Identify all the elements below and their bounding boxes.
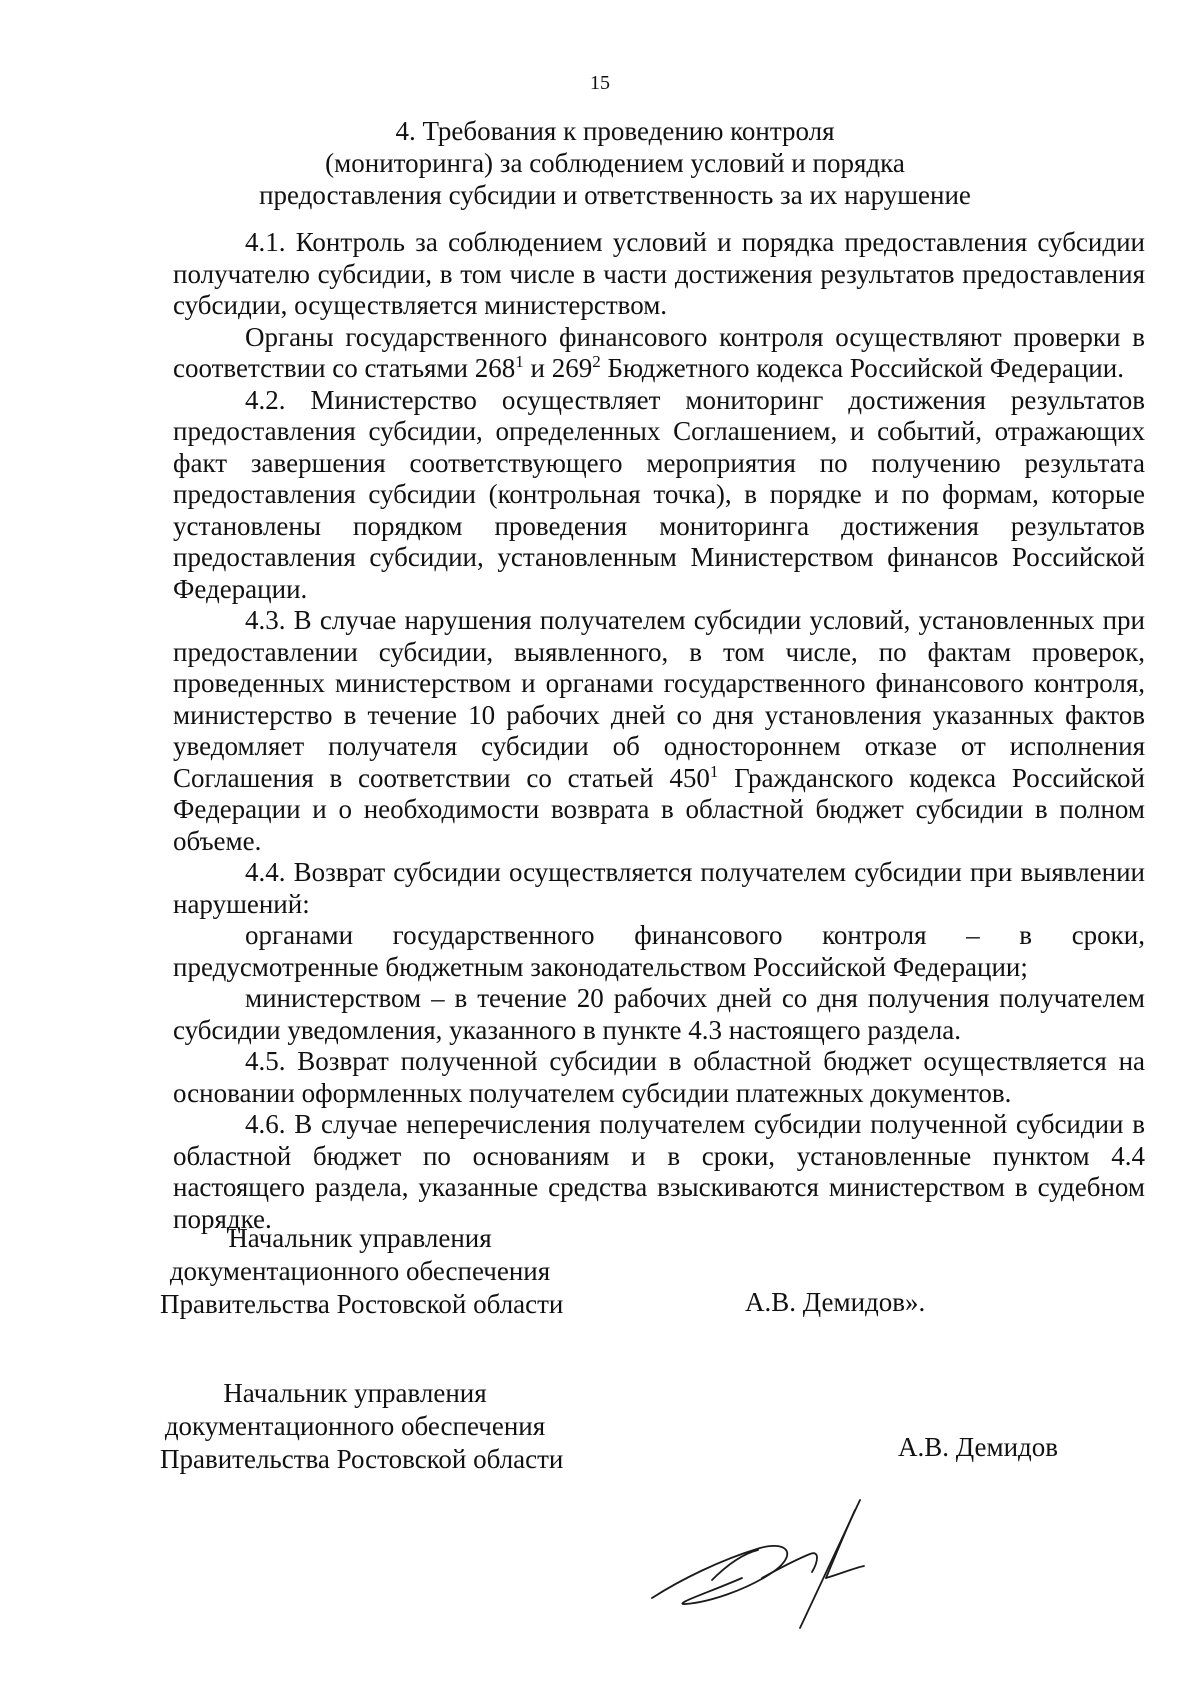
signature-title-line: Правительства Ростовской области (160, 1289, 564, 1319)
superscript: 2 (592, 352, 601, 371)
paragraph-4-2: 4.2. Министерство осуществляет мониторинг достижения результатов предоставления субсидии, определенных Соглашением, и событий, отражающих факт завершения соответствующего мероприятия по получению результата предоставления субсидии (контрольная точка), в порядке и по формам, которые установлены порядком проведения мониторинга достижения результатов предоставления субсидии, установленным Министерством финансов Российской Федерации. (173, 384, 1145, 604)
section-heading (180, 115, 1050, 211)
paragraph-financial-control: органами государственного финансового контроля – в сроки, предусмотренные бюджетным законодательством Российской Федерации; (173, 920, 1145, 982)
heading-line-2: (мониторинга) за соблюдением условий и порядка (325, 148, 905, 178)
signatory-name-1: А.В. Демидов». (745, 1287, 926, 1317)
signature-block-2-title (160, 1377, 564, 1476)
paragraph-text: Органы государственного финансового контроля осуществляют проверки в соответствии со статьями 268 (173, 321, 1145, 383)
signature-title-line: Правительства Ростовской области (160, 1444, 564, 1474)
signatory-name-2: А.В. Демидов (898, 1432, 1059, 1462)
heading-line-3: предоставления субсидии и ответственность за их нарушение (259, 180, 971, 210)
signature-title-line: документационного обеспечения (164, 1411, 546, 1441)
paragraph-text: Гражданского кодекса Российской Федерации и о необходимости возврата в областной бюджет субсидии в полном объеме. (173, 762, 1145, 856)
paragraph-4-1: 4.1. Контроль за соблюдением условий и порядка предоставления субсидии получателю субсидии, в том числе в части достижения результатов предоставления субсидии, осуществляется министерством. (173, 227, 1145, 320)
paragraph-4-4: 4.4. Возврат субсидии осуществляется получателем субсидии при выявлении нарушений: (173, 857, 1145, 919)
paragraph-4-6: 4.6. В случае неперечисления получателем субсидии полученной субсидии в областной бюджет по основаниям и в сроки, установленные пунктом 4.4 настоящего раздела, указанные средства взыскиваются министерством в судебном порядке. (173, 1109, 1145, 1234)
paragraph-text: Бюджетного кодекса Российской Федерации. (600, 353, 1124, 383)
document-body (173, 227, 1145, 1235)
signature-title-line: документационного обеспечения (169, 1256, 551, 1286)
paragraph-text: и 269 (523, 353, 593, 383)
signature-block-1-title (160, 1222, 564, 1321)
signature-title-line: Начальник управления (223, 1378, 487, 1408)
superscript: 1 (709, 761, 719, 781)
heading-line-1: 4. Требования к проведению контроля (395, 116, 835, 146)
paragraph-4-3 (173, 605, 1145, 857)
paragraph-text: 4.3. В случае нарушения получателем субсидии условий, установленных при предоставлении субсидии, выявленного, в том числе, по фактам проверок, проведенных министерством и органами государственного финансового контроля, министерство в течение 10 рабочих дней со дня установления указанных фактов уведомляет получателя субсидии об одностороннем отказе от исполнения Соглашения в соответствии со статьей 450 (173, 605, 1145, 793)
paragraph-4-5: 4.5. Возврат полученной субсидии в областной бюджет осуществляется на основании оформленных получателем субсидии платежных документов. (173, 1046, 1145, 1108)
signature-title-line: Начальник управления (228, 1223, 492, 1253)
paragraph-ministry: министерством – в течение 20 рабочих дней со дня получения получателем субсидии уведомления, указанного в пункте 4.3 настоящего раздела. (173, 983, 1145, 1045)
paragraph-audit-bodies (173, 322, 1145, 385)
handwritten-signature-icon (650, 1470, 950, 1630)
superscript: 1 (515, 352, 524, 371)
page-number: 15 (590, 72, 610, 94)
